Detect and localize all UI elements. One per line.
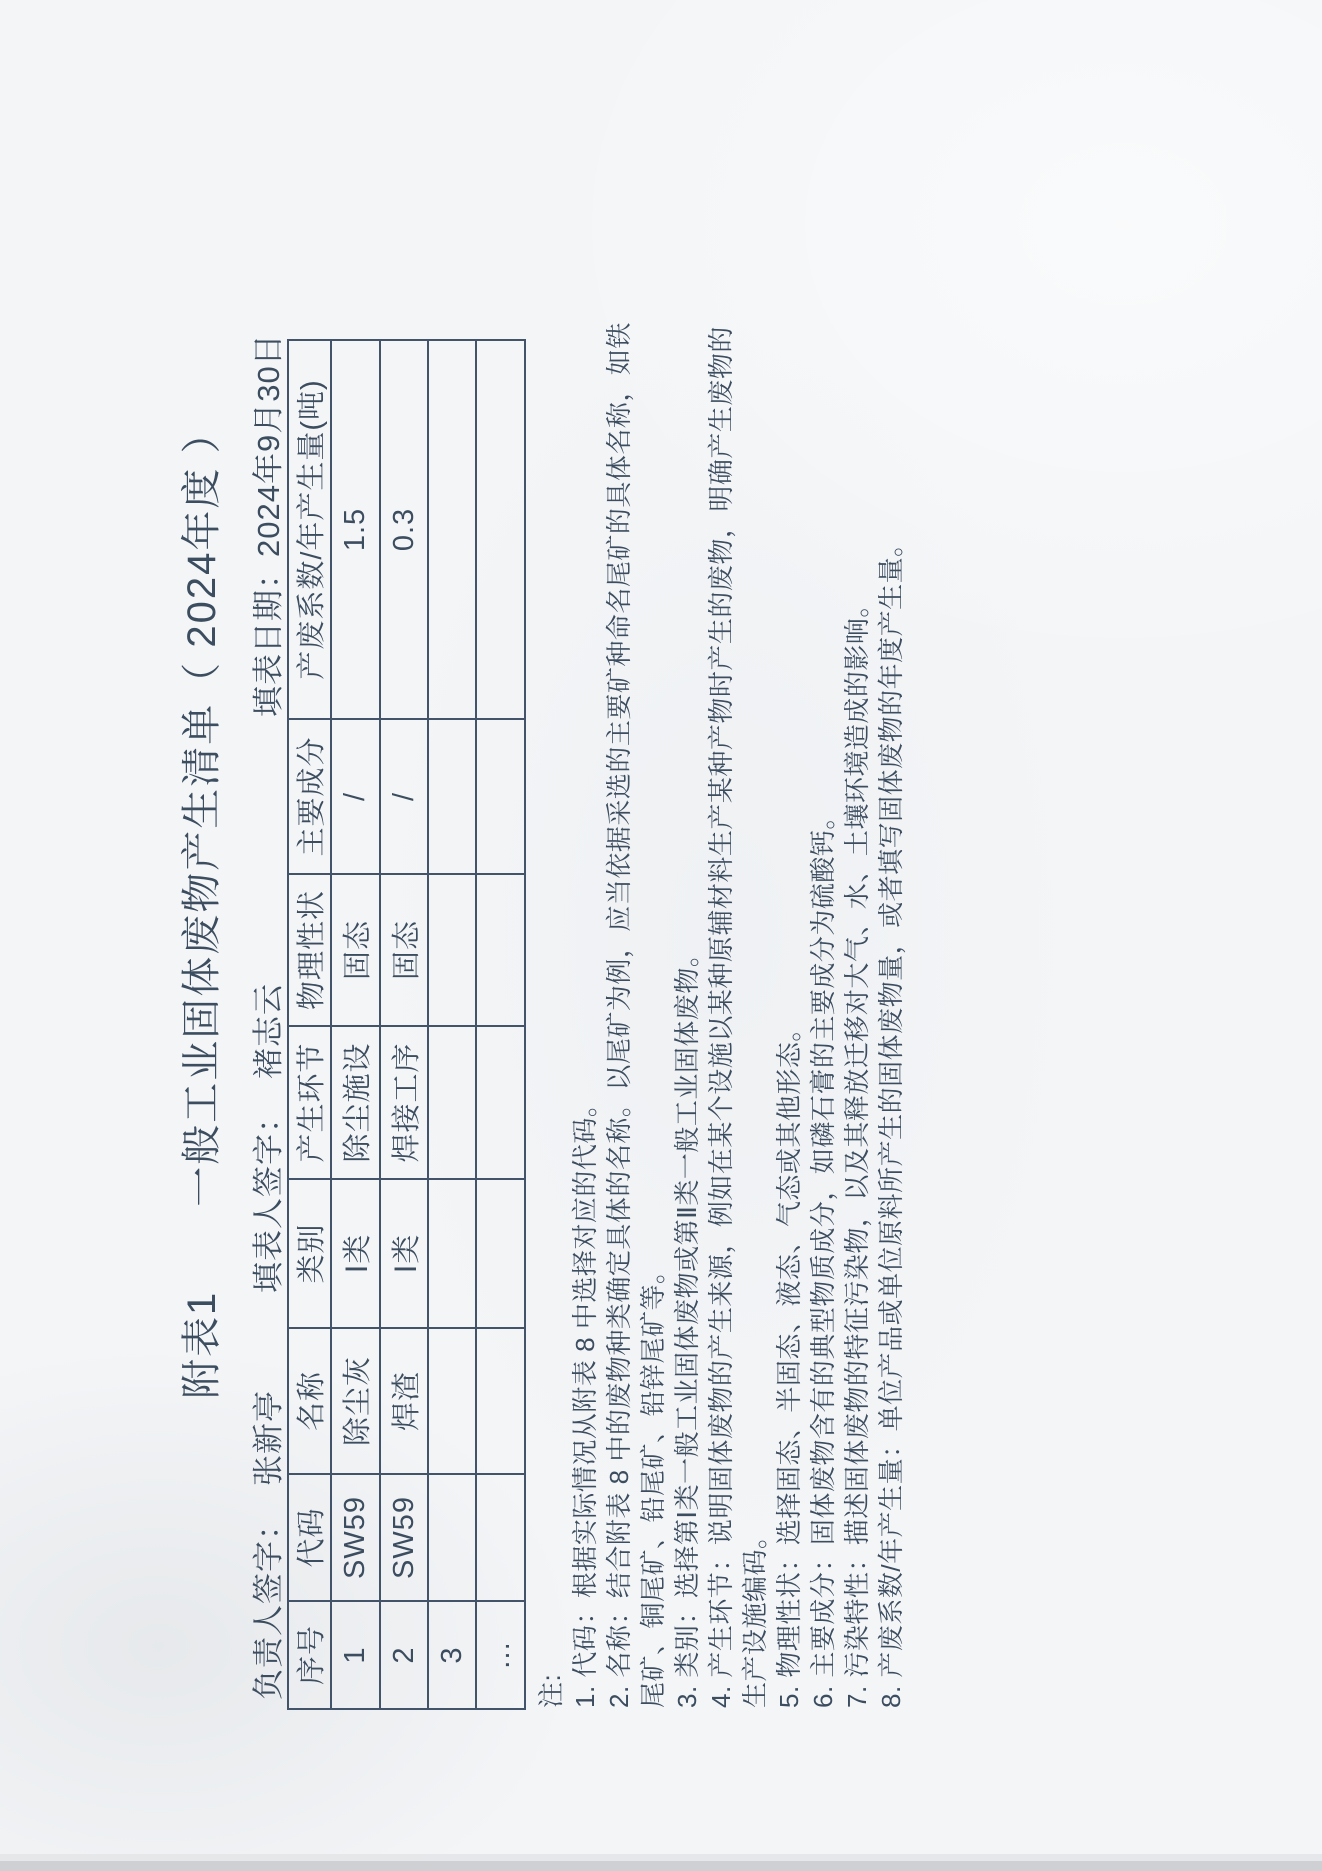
cell-name: 焊渣 bbox=[380, 1328, 428, 1474]
cell-code bbox=[476, 1474, 525, 1601]
cell-name: 除尘灰 bbox=[331, 1328, 380, 1474]
cell-name bbox=[428, 1328, 476, 1474]
header-name: 名称 bbox=[288, 1328, 331, 1474]
meta-row bbox=[243, 0, 286, 1871]
cell-physical-state bbox=[476, 874, 525, 1026]
header-output-coefficient: 产废系数/年产生量(吨) bbox=[288, 340, 331, 719]
cell-main-component bbox=[476, 719, 525, 874]
cell-category: Ⅰ类 bbox=[380, 1179, 428, 1328]
fill-date-label: 填表日期： bbox=[251, 557, 286, 717]
note-line-7: 7. 污染特性：描述固体废物的特征污染物，以及其释放迁移对大气、水、土壤环境造成的影响。 bbox=[842, 591, 872, 1708]
cell-physical-state bbox=[428, 874, 476, 1026]
responsible-signature bbox=[243, 1390, 288, 1700]
cell-physical-state: 固态 bbox=[380, 874, 428, 1026]
fill-date-value: 2024年9月30日 bbox=[251, 333, 286, 557]
note-line-3: 3. 类别：选择第Ⅰ类一般工业固体废物或第Ⅱ类一般工业固体废物。 bbox=[672, 940, 702, 1708]
cell-output-coefficient bbox=[476, 340, 525, 719]
cell-code: SW59 bbox=[331, 1474, 380, 1601]
table-row bbox=[428, 340, 476, 1709]
filler-signature-name: 褚志云 bbox=[251, 983, 286, 1079]
waste-table bbox=[287, 339, 526, 1710]
note-line-8: 8. 产废系数/年产生量：单位产品或单位原料所产生的固体废物量，或者填写固体废物的年度产生量。 bbox=[876, 530, 906, 1708]
header-serial: 序号 bbox=[288, 1601, 331, 1709]
cell-main-component: / bbox=[331, 719, 380, 874]
note-line-2: 2. 名称：结合附表 8 中的废物种类确定具体的名称。以尾矿为例，应当依据采选的主要矿种命名尾矿的具体名称，如铁 bbox=[604, 322, 634, 1708]
note-line-6: 6. 主要成分：固体废物含有的典型物质成分，如磷石膏的主要成分为硫酸钙。 bbox=[808, 803, 838, 1708]
notes-label: 注: bbox=[536, 1673, 566, 1708]
responsible-signature-name: 张新亭 bbox=[251, 1390, 286, 1486]
table-row bbox=[380, 340, 428, 1709]
header-main-component: 主要成分 bbox=[288, 719, 331, 874]
cell-output-coefficient: 1.5 bbox=[331, 340, 380, 719]
notes-block bbox=[534, 322, 908, 1708]
table-row bbox=[331, 340, 380, 1709]
note-line-5: 5. 物理性状：选择固态、半固态、液态、气态或其他形态。 bbox=[774, 1015, 804, 1708]
table-row bbox=[476, 340, 525, 1709]
header-code: 代码 bbox=[288, 1474, 331, 1601]
scan-bottom-edge bbox=[0, 1861, 1322, 1871]
cell-serial: … bbox=[476, 1601, 525, 1709]
cell-name bbox=[476, 1328, 525, 1474]
filler-signature-label: 填表人签字： bbox=[251, 1101, 286, 1293]
cell-category: Ⅰ类 bbox=[331, 1179, 380, 1328]
header-generation-step: 产生环节 bbox=[288, 1026, 331, 1179]
note-line-4: 4. 产生环节：说明固体废物的产生来源，例如在某个设施以某种原辅材料生产某种产物时产生的废物，明确产生废物的 bbox=[706, 326, 736, 1708]
note-line-1: 1. 代码：根据实际情况从附表 8 中选择对应的代码。 bbox=[570, 1090, 600, 1708]
cell-generation-step bbox=[428, 1026, 476, 1179]
cell-main-component bbox=[428, 719, 476, 874]
cell-generation-step: 焊接工序 bbox=[380, 1026, 428, 1179]
cell-category bbox=[476, 1179, 525, 1328]
note-line-4-cont: 生产设施编码。 bbox=[740, 1522, 770, 1708]
cell-output-coefficient bbox=[428, 340, 476, 719]
document-title: 附表1 一般工业固体废物产生清单（ 2024年度 ） bbox=[180, 411, 224, 1399]
cell-physical-state: 固态 bbox=[331, 874, 380, 1026]
cell-serial: 2 bbox=[380, 1601, 428, 1709]
cell-generation-step bbox=[476, 1026, 525, 1179]
fill-date bbox=[243, 333, 288, 717]
scan-edge-shadow bbox=[0, 1854, 1322, 1861]
responsible-signature-label: 负责人签字： bbox=[251, 1508, 286, 1700]
cell-category bbox=[428, 1179, 476, 1328]
header-category: 类别 bbox=[288, 1179, 331, 1328]
cell-generation-step: 除尘施设 bbox=[331, 1026, 380, 1179]
table-header-row bbox=[288, 340, 331, 1709]
cell-serial: 3 bbox=[428, 1601, 476, 1709]
header-physical-state: 物理性状 bbox=[288, 874, 331, 1026]
cell-code bbox=[428, 1474, 476, 1601]
cell-main-component: / bbox=[380, 719, 428, 874]
filler-signature bbox=[243, 983, 288, 1293]
cell-output-coefficient: 0.3 bbox=[380, 340, 428, 719]
cell-code: SW59 bbox=[380, 1474, 428, 1601]
cell-serial: 1 bbox=[331, 1601, 380, 1709]
note-line-2-cont: 尾矿、铜尾矿、铅尾矿、铅锌尾矿等。 bbox=[638, 1257, 668, 1708]
